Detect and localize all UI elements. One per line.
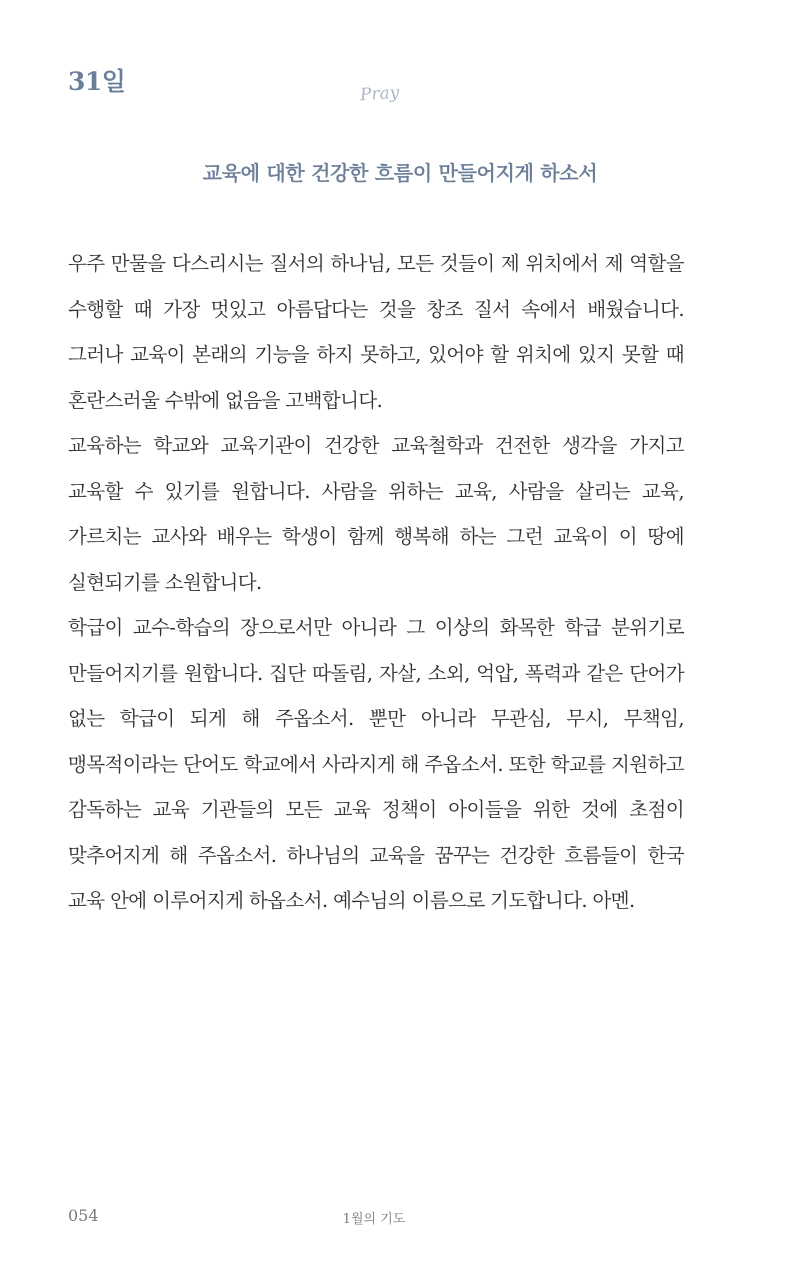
prayer-heading: 교육에 대한 건강한 흐름이 만들어지게 하소서 — [202, 161, 598, 185]
prayer-body — [68, 241, 684, 924]
pray-decoration: Pray — [359, 82, 400, 106]
running-title: 1월의 기도 — [342, 1212, 406, 1227]
paragraph: 우주 만물을 다스리시는 질서의 하나님, 모든 것들이 제 위치에서 제 역할을 수행할 때 가장 멋있고 아름답다는 것을 창조 질서 속에서 배웠습니다. 그러나 교육이 본래의 기능을 하지 못하고, 있어야 할 위치에 있지 못할 때 혼란스러울 수밖에 없음을 고백합니다. — [68, 252, 684, 412]
paragraph: 교육하는 학교와 교육기관이 건강한 교육철학과 건전한 생각을 가지고 교육할 수 있기를 원합니다. 사람을 위하는 교육, 사람을 살리는 교육, 가르치는 교사와 배우는 학생이 함께 행복해 하는 그런 교육이 이 땅에 실현되기를 소원합니다. — [68, 434, 684, 594]
paragraph: 학급이 교수-학습의 장으로서만 아니라 그 이상의 화목한 학급 분위기로 만들어지기를 원합니다. 집단 따돌림, 자살, 소외, 억압, 폭력과 같은 단어가 없는 학급이 되게 해 주옵소서. 뿐만 아니라 무관심, 무시, 무책임, 맹목적이라는 단어도 학교에서 사라지게 해 주옵소서. 또한 학교를 지원하고 감독하는 교육 기관들의 모든 교육 정책이 아이들을 위한 것에 초점이 맞추어지게 해 주옵소서. 하나님의 교육을 꿈꾸는 건강한 흐름들이 한국 교육 안에 이루어지게 하옵소서. 예수님의 이름으로 기도합니다. 아멘. — [68, 616, 684, 912]
page-number: 054 — [68, 1206, 99, 1225]
day-title: 31일 — [68, 67, 126, 96]
